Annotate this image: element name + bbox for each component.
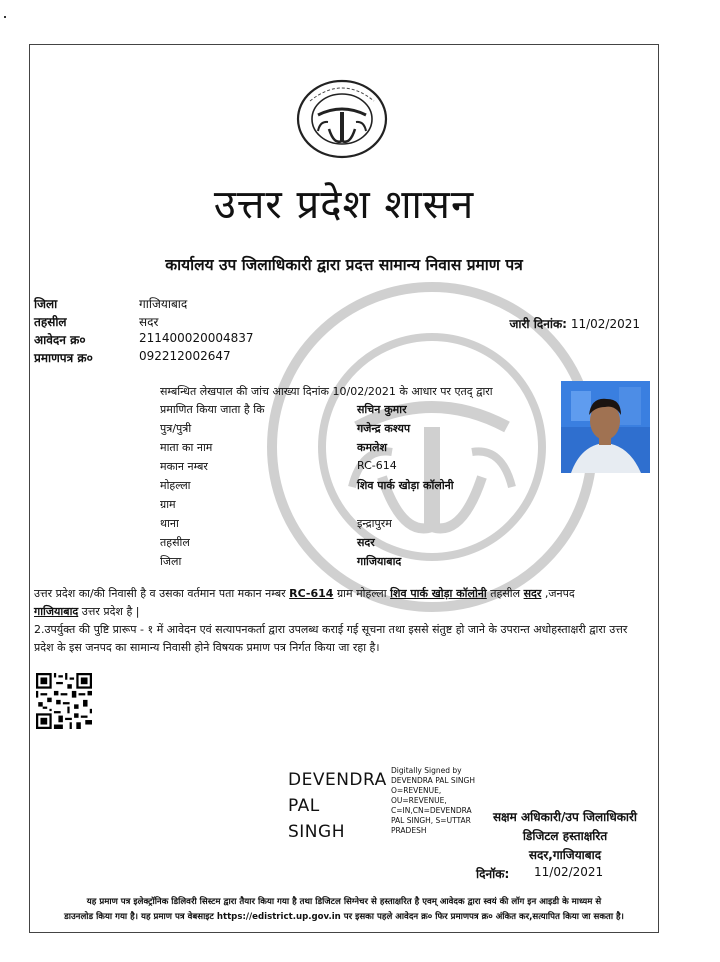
certificate-page (29, 44, 659, 933)
mother-name: कमलेश (357, 441, 387, 454)
signer-name-line2: PAL (288, 796, 320, 816)
thana-label: थाना (160, 517, 179, 530)
applicant-name: सचिन कुमार (357, 403, 407, 416)
para1-text-e: उत्तर प्रदेश है | (78, 605, 140, 618)
meta-district-value: गाजियाबाद (139, 297, 188, 311)
up-government-emblem-icon (296, 79, 388, 159)
meta-tehsil-label: तहसील (34, 315, 67, 329)
signature-date-value: 11/02/2021 (534, 865, 604, 879)
sig-meta-line: OU=REVENUE, (391, 796, 447, 805)
para1-house: RC-614 (289, 587, 334, 600)
meta-district-label: जिला (34, 297, 58, 311)
issue-date (510, 315, 640, 332)
signer-name-line1: DEVENDRA (288, 770, 387, 790)
meta-certificate-label: प्रमाणपत्र क्र० (34, 351, 93, 365)
parent-name: गजेन्द्र कश्यप (357, 422, 411, 435)
sig-meta-line: C=IN,CN=DEVENDRA (391, 806, 472, 815)
meta-tehsil-value: सदर (139, 315, 159, 329)
certificate-title: कार्यालय उप जिलाधिकारी द्वारा प्रदत्त सामान्य निवास प्रमाण पत्र (165, 256, 523, 274)
confirmation-paragraph: 2.उपर्युक्त की पुष्टि प्रारूप - १ में आवेदन एवं सत्यापनकर्ता द्वारा उपलब्ध कराई गई सूचना तथा इससे संतुष्ट हो जाने के उपरान्त अधोहस्ताक्षरी द्वारा उत्तर प्रदेश के इस जनपद का सामान्य निवासी होने विषयक प्रमाण पत्र निर्गत किया जा रहा है। (34, 623, 628, 654)
sig-meta-line: DEVENDRA PAL SINGH (391, 776, 475, 785)
house-number: RC-614 (357, 459, 397, 472)
house-label: मकान नम्बर (160, 460, 208, 473)
thana-value: इन्द्रापुरम (357, 517, 392, 530)
para1-text-c: तहसील (486, 587, 524, 600)
sig-meta-line: PAL SINGH, S=UTTAR (391, 816, 471, 825)
digital-signature-details (391, 766, 491, 836)
issue-date-value: 11/02/2021 (570, 317, 640, 331)
meta-application-label: आवेदन क्र० (34, 333, 86, 347)
meta-application-number: 211400020004837 (139, 331, 254, 345)
detail-district-label: जिला (160, 555, 182, 568)
authority-office: सदर,गाजियाबाद (528, 848, 602, 862)
signer-name-line3: SINGH (288, 822, 345, 842)
qr-code (36, 673, 92, 729)
para1-text-d: ,जनपद (541, 587, 575, 600)
detail-tehsil-value: सदर (357, 536, 375, 549)
sig-meta-line: O=REVENUE, (391, 786, 442, 795)
parent-label: पुत्र/पुत्री (160, 422, 192, 435)
footer-line1: यह प्रमाण पत्र इलेक्ट्रॉनिक डिलिवरी सिस्टम द्वारा तैयार किया गया है तथा डिजिटल सिग्नेचर से हस्ताक्षरित है एवम् आवेदक द्वारा स्वयं की लॉग इन आइडी के माध्यम से (86, 897, 602, 907)
certified-label: प्रमाणित किया जाता है कि (160, 403, 265, 416)
footer-note (34, 895, 654, 925)
village-label: ग्राम (160, 498, 176, 511)
mohalla-value: शिव पार्क खोड़ा कॉलोनी (357, 479, 454, 492)
stray-dot (4, 16, 6, 18)
para1-text-b: ग्राम मोहल्ला (333, 587, 391, 600)
residence-paragraph (34, 585, 650, 621)
mohalla-label: मोहल्ला (160, 479, 191, 492)
para1-district: गाजियाबाद (34, 605, 79, 618)
para1-mohalla: शिव पार्क खोड़ा कॉलोनी (390, 587, 487, 600)
signature-date-label: दिनॉक: (476, 867, 510, 881)
detail-tehsil-label: तहसील (160, 536, 190, 549)
authority-designation: सक्षम अधिकारी/उप जिलाधिकारी (492, 810, 638, 824)
mother-label: माता का नाम (160, 441, 213, 454)
authority-digitally-signed: डिजिटल हस्ताक्षरित (522, 829, 608, 843)
meta-certificate-number: 092212002647 (139, 349, 231, 363)
para1-text-a: उत्तर प्रदेश का/की निवासी है व उसका वर्तमान पता मकान नम्बर (34, 587, 290, 600)
inspection-intro: सम्बन्धित लेखपाल की जांच आख्या दिनांक 10/02/2021 के आधार पर एतद् द्वारा (160, 385, 493, 398)
footer-line2: डाउनलोड किया गया है। यह प्रमाण पत्र वेबसाइट https://edistrict.up.gov.in पर इसका पहले आवेदन क्र० फिर प्रमाणपत्र क्र० अंकित कर,सत्यापित किया जा सकता है। (64, 912, 624, 922)
government-title: उत्तर प्रदेश शासन (213, 182, 475, 228)
sig-meta-line: Digitally Signed by (391, 766, 462, 775)
applicant-photo (561, 381, 650, 473)
para1-tehsil: सदर (523, 587, 542, 600)
issue-date-label: जारी दिनांक: (509, 317, 567, 331)
sig-meta-line: PRADESH (391, 826, 427, 835)
detail-district-value: गाजियाबाद (357, 555, 402, 568)
